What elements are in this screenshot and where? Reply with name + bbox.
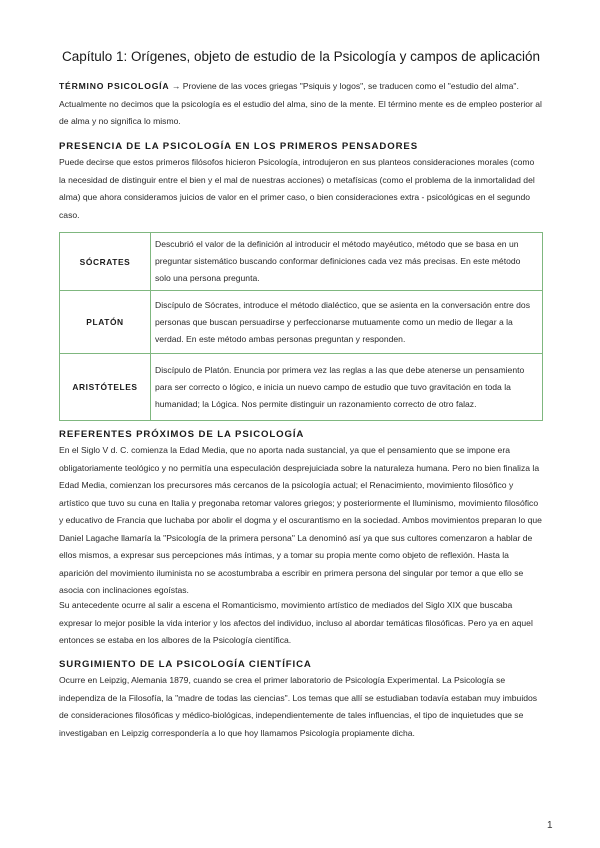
table-row xyxy=(60,233,543,291)
section-heading-psicologia-cientifica: SURGIMIENTO DE LA PSICOLOGÍA CIENTÍFICA xyxy=(59,659,312,670)
philosopher-description: Descubrió el valor de la definición al introducir el método mayéutico, método que se basa en un preguntar sistemático buscando conformar definiciones cada vez más precisas. En este método solo una persona pregunta. xyxy=(151,233,543,291)
termino-paragraph xyxy=(59,78,543,131)
section-text-primeros-pensadores: Puede decirse que estos primeros filósofos hicieron Psicología, introdujeron en sus planteos consideraciones morales (como la necesidad de distinguir entre el bien y el mal de nuestras acciones) o metafísicas (como el problema de la inmortalidad del alma) que ahora consideramos juicios de valor en el primer caso, o bien consideraciones extra - psicológicas en el segundo caso. xyxy=(59,157,535,220)
section-heading-referentes: REFERENTES PRÓXIMOS DE LA PSICOLOGÍA xyxy=(59,429,305,440)
philosopher-description: Discípulo de Sócrates, introduce el método dialéctico, que se asienta en la conversación entre dos personas que buscan persuadirse y perfeccionarse mutuamente como un medio de llegar a la verdad. En este método ambas personas preguntan y responden. xyxy=(151,291,543,354)
philosopher-name: PLATÓN xyxy=(60,291,151,354)
philosopher-description: Discípulo de Platón. Enuncia por primera vez las reglas a las que debe atenerse un pensamiento para ser correcto o lógico, e inicia un nuevo campo de estudio que tuvo gravitación en toda la humanidad; la Lógica. Nos permite distinguir un razonamiento correcto de otro falaz. xyxy=(151,354,543,421)
termino-text: Proviene de las voces griegas "Psiquis y logos", se traducen como el "estudio del alma". Actualmente no decimos que la psicología es el estudio del alma, sino de la mente. El término mente es de empleo posterior al de alma y no significa lo mismo. xyxy=(59,81,542,126)
arrow-icon: → xyxy=(171,81,181,91)
page-number: 1 xyxy=(547,820,553,831)
philosopher-name: SÓCRATES xyxy=(60,233,151,291)
philosopher-name: ARISTÓTELES xyxy=(60,354,151,421)
philosophers-table xyxy=(59,232,543,421)
table-row xyxy=(60,291,543,354)
table-row xyxy=(60,354,543,421)
chapter-title: Capítulo 1: Orígenes, objeto de estudio de la Psicología y campos de aplicación xyxy=(61,49,541,64)
section-heading-primeros-pensadores: PRESENCIA DE LA PSICOLOGÍA EN LOS PRIMEROS PENSADORES xyxy=(59,141,419,152)
section-text-referentes-1: En el Siglo V d. C. comienza la Edad Media, que no aporta nada sustancial, ya que el pensamiento que se impone era obligatoriamente teológico y no permitía una especulación desprejuiciada sobre la naturaleza humana. Pero no bien finaliza la Edad Media, comienzan los precursores más cercanos de la psicología actual; el Renacimiento, movimiento filosófico y artístico que tuvo su cuna en Italia y pregonaba retomar valores griegos; y posteriormente el Iluminismo, movimiento filosófico y educativo de Francia que luchaba por abolir el dogma y el oscurantismo en la sociedad. Ambos movimientos preparan lo que Daniel Lagache llamaría la "Psicología de la primera persona" La denominó así ya que sus cultores comenzaron a hablar de ellos mismos, a expresar sus percepciones más íntimas, y a tomar su propia mente como objeto de reflexión. Hasta la aparición del movimiento iluminista no se acostumbraba a escribir en primera persona del singular por temor a que ello se asocia con inclinaciones egoístas. xyxy=(59,445,542,595)
section-text-psicologia-cientifica: Ocurre en Leipzig, Alemania 1879, cuando se crea el primer laboratorio de Psicología Experimental. La Psicología se independiza de la Filosofía, la "madre de todas las ciencias". Los temas que allí se estudiaban todavía estaban muy imbuidos de consideraciones filosóficas y médico-biológicas, independientemente de tales influencias, el tipo de inquietudes que se investigaban en Leipzig correspondería a lo que hoy llamamos Psicología propiamente dicha. xyxy=(59,675,538,738)
section-text-referentes-2: Su antecedente ocurre al salir a escena el Romanticismo, movimiento artístico de mediados del Siglo XIX que buscaba expresar lo mejor posible la vida interior y los afectos del individuo, incluso al abordar temáticas filosóficas. Pero ya en aquel entonces se estaba en los albores de la Psicología científica. xyxy=(59,600,533,645)
termino-term: TÉRMINO PSICOLOGÍA xyxy=(59,81,170,91)
